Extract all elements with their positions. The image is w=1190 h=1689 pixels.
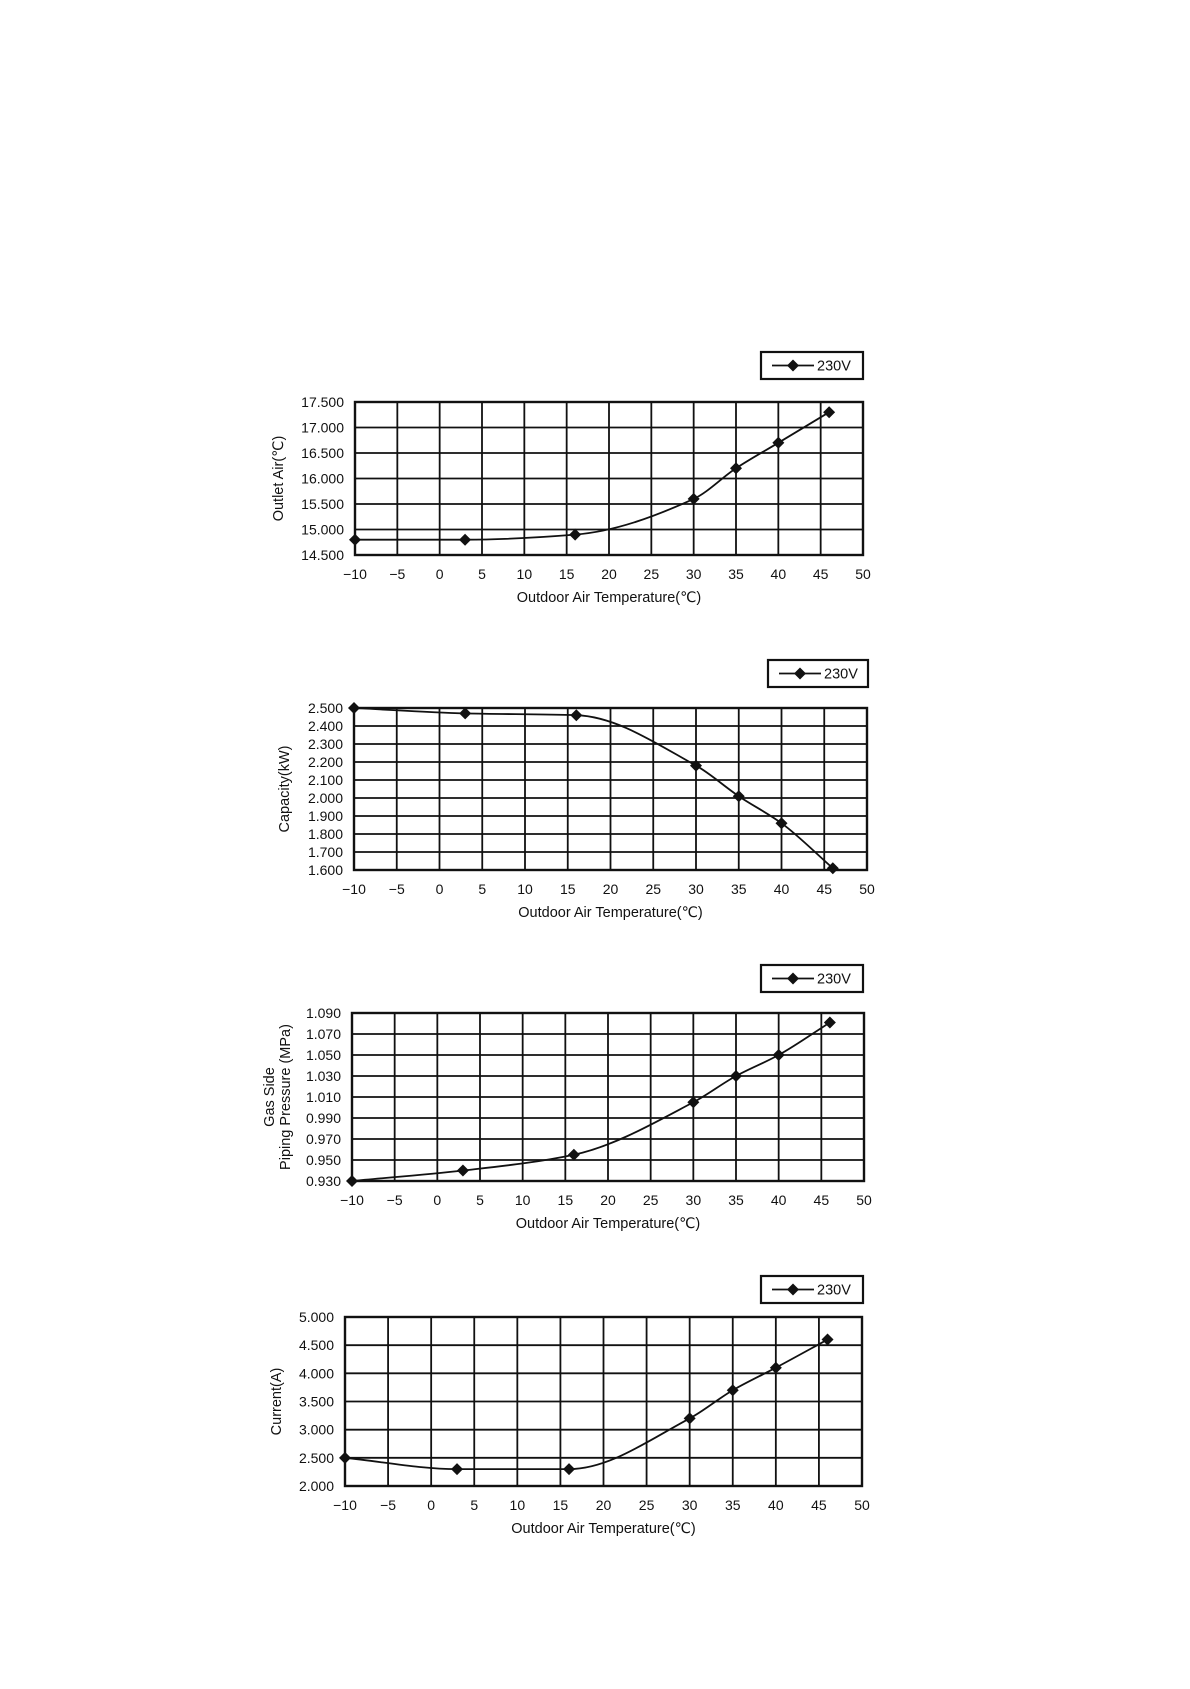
- x-tick-label: 15: [552, 1497, 569, 1513]
- y-tick-label: 2.500: [307, 700, 343, 716]
- y-tick-label: 16.500: [301, 445, 344, 461]
- data-point: [727, 1384, 739, 1396]
- legend-label: 230V: [817, 971, 851, 988]
- y-tick-label: 1.600: [307, 862, 343, 878]
- x-tick-label: 50: [854, 1497, 870, 1513]
- y-tick-label: 1.070: [305, 1026, 341, 1042]
- legend: [761, 1276, 863, 1303]
- data-point: [687, 1096, 699, 1108]
- chart-4: [269, 1276, 870, 1537]
- y-tick-label: 15.000: [301, 521, 344, 538]
- y-tick-label: 0.930: [305, 1173, 341, 1189]
- data-point: [339, 1452, 351, 1464]
- y-tick-label: 1.700: [307, 844, 343, 860]
- series-line: [355, 412, 829, 540]
- data-point: [772, 437, 784, 449]
- x-tick-label: −10: [343, 566, 367, 582]
- y-tick-label: 0.970: [305, 1131, 341, 1147]
- data-point: [348, 702, 360, 714]
- x-tick-label: 0: [435, 566, 444, 582]
- x-tick-label: 25: [638, 1497, 655, 1513]
- x-tick-label: 25: [643, 566, 660, 582]
- x-tick-label: 20: [595, 1497, 612, 1513]
- x-tick-label: 45: [812, 566, 829, 582]
- y-tick-label: 0.990: [305, 1110, 341, 1126]
- data-point: [822, 1334, 834, 1346]
- y-tick-label: 2.500: [298, 1449, 334, 1466]
- data-point: [563, 1463, 575, 1475]
- x-tick-label: −5: [388, 881, 405, 897]
- x-tick-label: 35: [728, 1192, 744, 1208]
- x-axis-title: Outdoor Air Temperature(℃): [518, 905, 703, 921]
- y-tick-label: 2.000: [307, 790, 343, 806]
- y-tick-label: 1.050: [305, 1047, 341, 1063]
- chart-2: [277, 660, 875, 921]
- legend-label: 230V: [817, 358, 851, 375]
- x-tick-label: 40: [773, 881, 790, 897]
- y-tick-label: 1.090: [305, 1005, 341, 1021]
- x-tick-label: 35: [724, 1497, 741, 1513]
- x-tick-label: 40: [770, 1192, 787, 1208]
- y-tick-label: 14.500: [301, 547, 344, 563]
- x-tick-label: 30: [681, 1497, 698, 1513]
- chart-1: [271, 352, 871, 606]
- y-tick-label: 0.950: [305, 1152, 341, 1168]
- x-axis-title: Outdoor Air Temperature(℃): [511, 1521, 696, 1537]
- legend: [761, 965, 863, 992]
- data-point: [770, 1362, 782, 1374]
- x-tick-label: 35: [730, 881, 747, 897]
- y-tick-label: 5.000: [298, 1309, 334, 1325]
- x-axis-title: Outdoor Air Temperature(℃): [515, 1216, 701, 1232]
- x-tick-label: 25: [645, 881, 662, 897]
- y-tick-label: 2.100: [307, 772, 343, 788]
- x-tick-label: −10: [340, 1192, 364, 1208]
- legend-label: 230V: [817, 1282, 851, 1299]
- x-tick-label: 45: [813, 1192, 830, 1208]
- data-point: [457, 1165, 469, 1177]
- x-tick-label: 20: [602, 881, 619, 897]
- x-tick-label: 30: [688, 881, 704, 897]
- y-tick-label: 17.000: [301, 419, 344, 436]
- y-tick-label: 2.300: [307, 736, 343, 752]
- x-tick-label: 10: [516, 566, 533, 582]
- data-point: [570, 709, 582, 721]
- y-tick-label: 15.500: [301, 496, 344, 512]
- y-tick-label: 1.030: [305, 1068, 341, 1084]
- series-line: [352, 1022, 830, 1181]
- data-point: [773, 1049, 785, 1061]
- data-point: [823, 406, 835, 418]
- y-axis-title: Capacity(kW): [277, 745, 293, 833]
- x-tick-label: 5: [478, 566, 486, 582]
- legend: [768, 660, 868, 687]
- x-tick-label: 0: [433, 1192, 442, 1208]
- data-point: [451, 1463, 463, 1475]
- data-point: [684, 1412, 696, 1424]
- series-line: [345, 1340, 828, 1470]
- x-tick-label: 45: [811, 1497, 827, 1513]
- y-axis-title: Current(A): [269, 1367, 285, 1436]
- y-tick-label: 2.200: [307, 754, 343, 770]
- data-point: [733, 790, 745, 802]
- x-tick-label: 45: [816, 881, 833, 897]
- x-tick-label: 5: [470, 1497, 479, 1513]
- x-tick-label: 5: [478, 881, 487, 897]
- y-tick-label: 1.800: [307, 826, 343, 842]
- x-tick-label: 30: [685, 1192, 702, 1208]
- data-point: [824, 1016, 836, 1028]
- legend: [761, 352, 863, 379]
- y-tick-label: 16.000: [301, 470, 344, 487]
- x-tick-label: 15: [559, 881, 576, 897]
- data-point: [730, 1070, 742, 1082]
- x-tick-label: −10: [333, 1497, 357, 1513]
- x-tick-label: 50: [855, 566, 871, 582]
- data-point: [459, 534, 471, 546]
- y-tick-label: 1.010: [305, 1089, 341, 1105]
- x-tick-label: 15: [558, 566, 575, 582]
- y-tick-label: 3.500: [298, 1393, 334, 1410]
- y-tick-label: 17.500: [301, 394, 344, 410]
- x-axis-title: Outdoor Air Temperature(℃): [516, 590, 702, 606]
- x-tick-label: 40: [770, 566, 787, 582]
- chart-3: [262, 965, 872, 1232]
- data-point: [346, 1175, 358, 1187]
- x-tick-label: 35: [728, 566, 744, 582]
- y-tick-label: 2.000: [298, 1478, 334, 1494]
- y-axis-title: Gas Side: [262, 1067, 278, 1127]
- y-tick-label: 2.400: [307, 718, 343, 734]
- x-tick-label: 10: [509, 1497, 526, 1513]
- x-tick-label: −5: [386, 1192, 403, 1208]
- x-tick-label: 5: [476, 1192, 484, 1208]
- y-tick-label: 4.500: [298, 1337, 334, 1354]
- x-tick-label: 0: [427, 1497, 436, 1513]
- y-tick-label: 3.000: [298, 1421, 334, 1438]
- x-tick-label: 10: [514, 1192, 531, 1208]
- legend-label: 230V: [824, 666, 858, 683]
- x-tick-label: 25: [642, 1192, 659, 1208]
- x-tick-label: 10: [517, 881, 533, 897]
- y-tick-label: 4.000: [298, 1365, 334, 1382]
- data-point: [568, 1149, 580, 1161]
- x-tick-label: 40: [768, 1497, 784, 1513]
- x-tick-label: 15: [557, 1192, 574, 1208]
- x-tick-label: 50: [859, 881, 875, 897]
- data-point: [459, 707, 471, 719]
- x-tick-label: −5: [389, 566, 406, 582]
- data-point: [349, 534, 361, 546]
- x-tick-label: 20: [600, 1192, 616, 1208]
- y-axis-title: Outlet Air(℃): [271, 435, 287, 522]
- series-line: [354, 708, 833, 868]
- x-tick-label: 50: [856, 1192, 872, 1208]
- x-tick-label: −5: [380, 1497, 397, 1513]
- x-tick-label: −10: [342, 881, 366, 897]
- x-tick-label: 30: [685, 566, 702, 582]
- x-tick-label: 20: [601, 566, 617, 582]
- y-tick-label: 1.900: [307, 808, 343, 824]
- data-point: [730, 462, 742, 474]
- y-axis-title: Piping Pressure (MPa): [278, 1024, 294, 1170]
- x-tick-label: 0: [435, 881, 444, 897]
